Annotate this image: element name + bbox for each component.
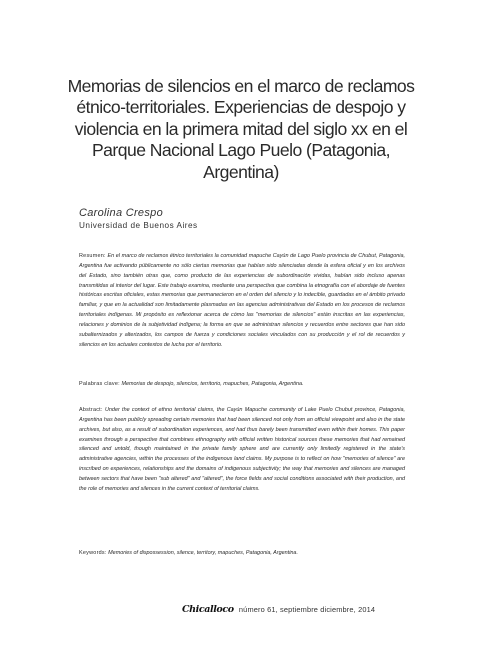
abstract-text: Under the context of ethno territorial claims, the Cayún Mapuche community of Lake Puelo Chubut province, Patagonia, Argentina has been publicly spreading certain memories that had been silenced not only from an official viewpoint and also in the state archives, but also, as a result of subordination experiences, and had thus barely been transmitted even within their homes. This paper examines through a perspective that combines ethnography with official written historical sources these memories that had remained silenced and untold, though maintained in the private family sphere and are currently only limitedly registered in the state's administrative agencies, within the processes of the indigenous land claims. My purpose is to reflect on how "memories of silence" are inscribed on experiences, relationships and the domains of indigenous subjectivity; the way that memories and silences are managed between sectors that have been "sub altered" and "altered", the force fields and social conditions associated with their production, and the role of memories and silences in the current context of territorial claims. — [79, 407, 405, 492]
keywords-section — [79, 549, 405, 559]
palabras-clave-section — [79, 380, 405, 390]
keywords-label: Keywords: — [79, 550, 107, 556]
article-title: Memorias de silencios en el marco de reclamos étnico-territoriales. Experiencias de despojo y violencia en la primera mitad del siglo xx en el Parque Nacional Lago Puelo (Patagonia, Argentina) — [67, 76, 415, 182]
abstract-section — [79, 406, 405, 495]
palabras-clave-label: Palabras clave: — [79, 381, 120, 387]
abstract-label: Abstract: — [79, 407, 103, 413]
journal-logo: Chicalloco — [182, 604, 234, 615]
resumen-section — [79, 252, 405, 350]
resumen-label: Resumen: — [79, 253, 106, 259]
author-name: Carolina Crespo — [79, 207, 163, 219]
keywords-text: Memories of dispossession, silence, territory, mapuches, Patagonia, Argentina. — [108, 550, 298, 556]
author-affiliation: Universidad de Buenos Aires — [79, 221, 198, 230]
issue-info: número 61, septiembre diciembre, 2014 — [238, 605, 376, 614]
page-footer — [182, 604, 375, 615]
palabras-clave-text: Memorias de despojo, silencios, territorio, mapuches, Patagonia, Argentina. — [121, 381, 304, 387]
resumen-text: En el marco de reclamos étnico territoriales la comunidad mapuche Cayún de Lago Puelo provincia de Chubut, Patagonia, Argentina fue activando públicamente no sólo ciertas memorias que habían sido silenciadas desde la esfera oficial y en los archivos del Estado, sino también otras que, como producto de las experiencias de subordinación vividas, habían sido incluso apenas transmitidas al interior del lugar. Este trabajo examina, mediante una perspectiva que combina la etnografía con el abordaje de fuentes históricas escritas oficiales, estas memorias que permanecieron en el orden del silencio y lo indecible, guardadas en el ámbito privado familiar, y que en la actualidad son limitadamente plasmadas en las agencias administrativas del Estado en los procesos de reclamos territoriales indígenas. Mi propósito es reflexionar acerca de cómo las "memorias de silencios" están inscritas en las experiencias, relaciones y dominios de la subjetividad indígena; la forma en que se administran silencios y recuerdos entre sectores que han sido subalternizados y alterizados, los campos de fuerza y condiciones sociales vinculados con su producción y el rol de recuerdos y silencios en los actuales contextos de lucha por el territorio. — [79, 253, 405, 348]
